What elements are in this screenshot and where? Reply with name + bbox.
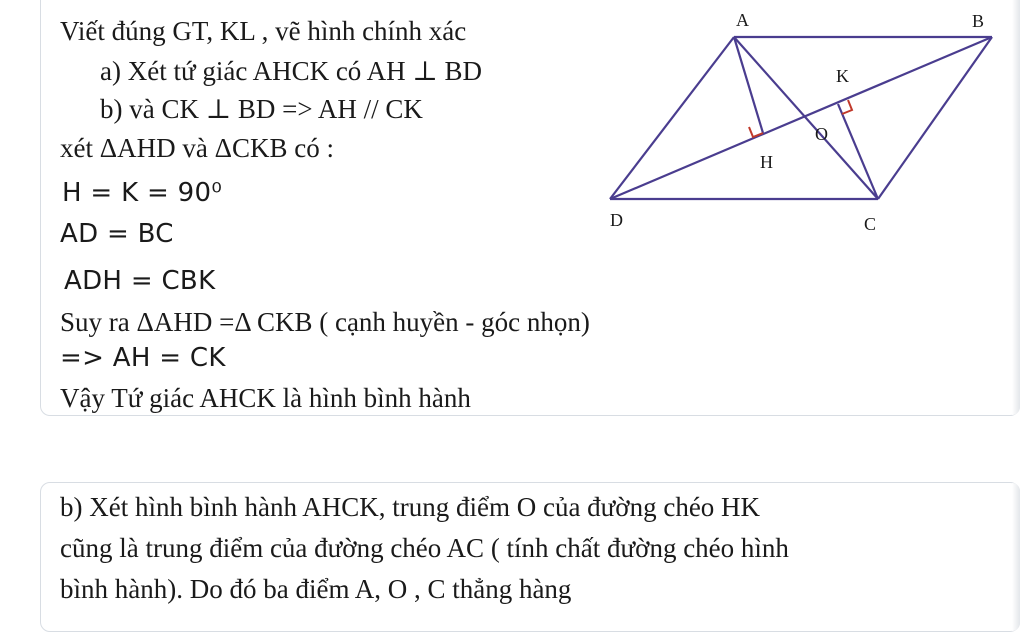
label-B: B [972,11,985,31]
card-edge [1012,0,1020,415]
label-H: H [760,152,773,172]
part-b-line1: b) Xét hình bình hành AHCK, trung điểm O của đường chéo HK [60,492,761,522]
line-suy-ra: Suy ra ΔAHD =Δ CKB ( cạnh huyền - góc nhọn) [60,307,590,337]
line-angle-eq: ADH = CBK [64,266,216,296]
line-sides: AD = BC [60,219,174,249]
segment-AD [610,37,734,199]
label-K: K [836,66,849,86]
diagonal-AC [734,37,878,199]
parallelogram-figure [596,8,1006,248]
line-xet: xét ΔAHD và ΔCKB có : [60,133,334,163]
label-D: D [610,210,623,230]
card-edge [1012,483,1020,631]
line-conclusion: Vậy Tứ giác AHCK là hình bình hành [60,383,471,413]
segment-AH [734,37,763,133]
header-text: Viết đúng GT, KL , vẽ hình chính xác [60,16,467,46]
figure-lines [610,37,992,199]
label-C: C [864,214,877,234]
line-angles: H = K = 90⁰ [62,178,223,208]
label-O: O [815,124,828,144]
segment-CK [838,104,878,199]
line-a: a) Xét tứ giác AHCK có AH ⊥ BD [100,56,482,86]
part-b-line2: cũng là trung điểm của đường chéo AC ( tính chất đường chéo hình [60,533,789,563]
right-angle-K [842,100,852,114]
label-A: A [736,10,749,30]
part-b-line3: bình hành). Do đó ba điểm A, O , C thẳng hàng [60,574,572,604]
line-ah-ck: => AH = CK [60,343,226,373]
line-b: b) và CK ⊥ BD => AH // CK [100,94,423,124]
